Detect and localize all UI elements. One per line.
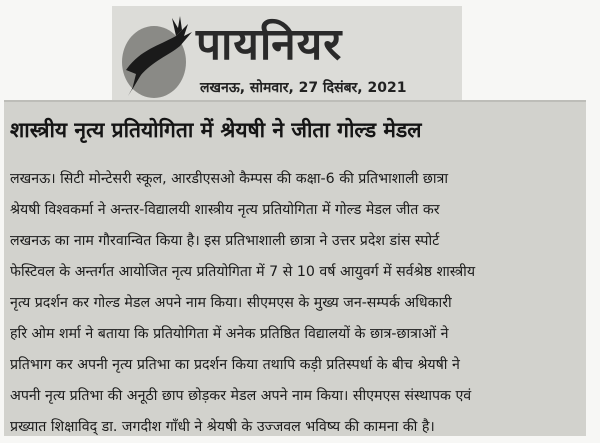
leaping-deer-icon <box>118 10 196 102</box>
text-line: फेस्टिवल के अन्तर्गत आयोजित नृत्य प्रतियोगिता में 7 से 10 वर्ष आयुवर्ग में सर्वश्रेष्ठ शास्त्रीय <box>10 264 476 280</box>
newspaper-name: पायनियर <box>196 19 343 70</box>
text-line: लखनऊ। सिटी मोन्टेसरी स्कूल, आरडीएसओ कैम्पस की कक्षा-6 की प्रतिभाशाली छात्रा <box>10 171 449 187</box>
headline: शास्त्रीय नृत्य प्रतियोगिता में श्रेयषी ने जीता गोल्ड मेडल <box>10 118 422 142</box>
clipping-edge <box>4 100 586 102</box>
text-line: प्रतिभाग कर अपनी नृत्य प्रतिभा का प्रदर्शन किया तथापि कड़ी प्रतिस्पर्धा के बीच श्रेयषी ने <box>10 357 460 373</box>
masthead <box>112 6 462 106</box>
article-body <box>10 164 584 443</box>
text-line: नृत्य प्रदर्शन कर गोल्ड मेडल अपने नाम किया। सीएमएस के मुख्य जन-सम्पर्क अधिकारी <box>10 295 452 311</box>
text-line: प्रख्यात शिक्षाविद् डा. जगदीश गाँधी ने श्रेयषी के उज्जवल भविष्य की कामना की है। <box>10 419 435 435</box>
text-line: लखनऊ का नाम गौरवान्वित किया है। इस प्रतिभाशाली छात्रा ने उत्तर प्रदेश डांस स्पोर्ट <box>10 233 440 249</box>
news-clipping <box>4 100 586 436</box>
text-line: अपनी नृत्य प्रतिभा की अनूठी छाप छोड़कर मेडल अपने नाम किया। सीएमएस संस्थापक एवं <box>10 388 472 404</box>
text-line: हरि ओम शर्मा ने बताया कि प्रतियोगिता में अनेक प्रतिष्ठित विद्यालयों के छात्र-छात्राओं ने <box>10 326 449 342</box>
text-line: श्रेयषी विश्वकर्मा ने अन्तर-विद्यालयी शास्त्रीय नृत्य प्रतियोगिता में गोल्ड मेडल जीत कर <box>10 202 440 218</box>
dateline: लखनऊ, सोमवार, 27 दिसंबर, 2021 <box>200 80 407 96</box>
